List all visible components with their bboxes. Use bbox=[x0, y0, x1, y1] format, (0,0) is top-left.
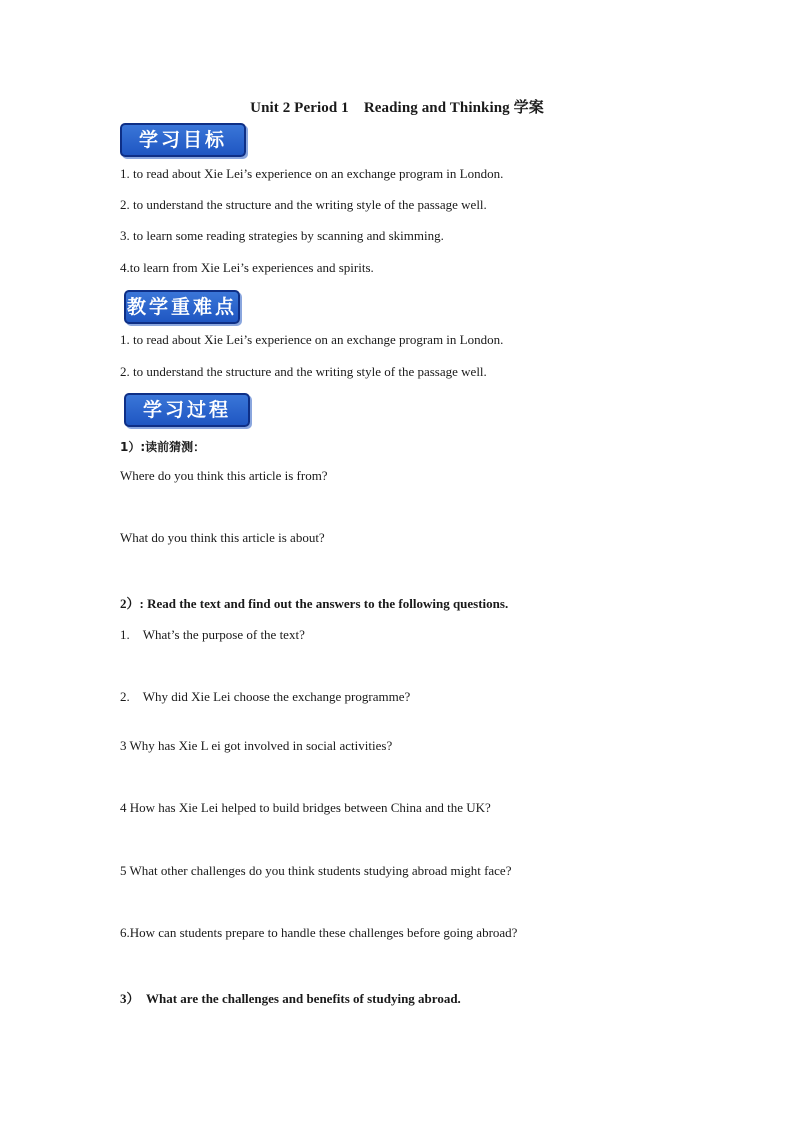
document-title: Unit 2 Period 1 Reading and Thinking 学案 bbox=[250, 100, 544, 116]
reading-question: 2. Why did Xie Lei choose the exchange programme? bbox=[120, 689, 411, 704]
prediction-question: Where do you think this article is from? bbox=[120, 468, 328, 483]
key-point-item: 2. to understand the structure and the writing style of the passage well. bbox=[120, 364, 487, 379]
process-badge: 学习过程 bbox=[124, 393, 250, 427]
reading-question: 4 How has Xie Lei helped to build bridges between China and the UK? bbox=[120, 800, 491, 815]
reading-question: 3 Why has Xie L ei got involved in social activities? bbox=[120, 738, 393, 753]
reading-question: 5 What other challenges do you think students studying abroad might face? bbox=[120, 863, 512, 878]
key-points-badge: 教学重难点 bbox=[124, 290, 240, 324]
objective-item: 2. to understand the structure and the writing style of the passage well. bbox=[120, 197, 487, 212]
objective-item: 3. to learn some reading strategies by scanning and skimming. bbox=[120, 228, 444, 243]
reading-question: 6.How can students prepare to handle these challenges before going abroad? bbox=[120, 925, 518, 940]
step2-heading: 2）: Read the text and find out the answers to the following questions. bbox=[120, 596, 509, 611]
step1-heading: 1）:读前猜测： bbox=[120, 440, 206, 454]
step3-heading: 3） What are the challenges and benefits of studying abroad. bbox=[120, 991, 461, 1006]
objectives-badge: 学习目标 bbox=[120, 123, 246, 157]
objective-item: 1. to read about Xie Lei’s experience on an exchange program in London. bbox=[120, 166, 504, 181]
prediction-question: What do you think this article is about? bbox=[120, 530, 325, 545]
reading-question: 1. What’s the purpose of the text? bbox=[120, 627, 305, 642]
key-point-item: 1. to read about Xie Lei’s experience on an exchange program in London. bbox=[120, 332, 504, 347]
objective-item: 4.to learn from Xie Lei’s experiences and spirits. bbox=[120, 260, 374, 275]
